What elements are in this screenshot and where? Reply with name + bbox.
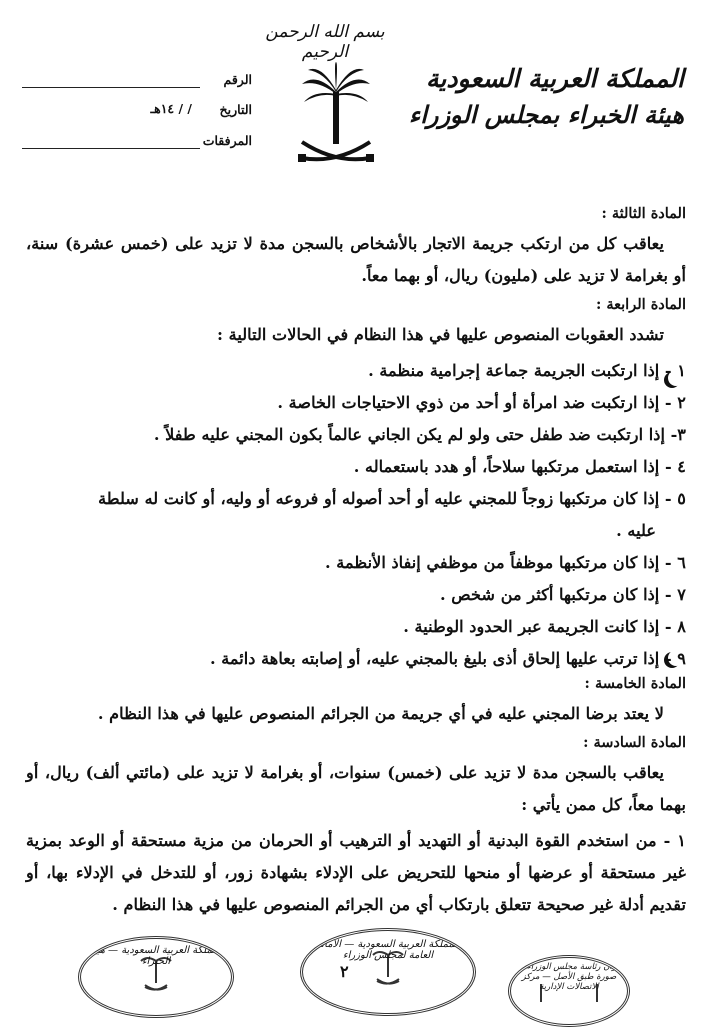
official-seal-right xyxy=(508,955,630,1027)
article-4-item-3: ٣- إذا ارتكبت ضد طفل حتى ولو لم يكن الجاني عالماً بكون المجني عليه طفلاً . xyxy=(153,425,686,444)
margin-mark-icon xyxy=(668,370,684,386)
article-4-item-4: ٤ - إذا استعمل مرتكبها سلاحاً، أو هدد باستعماله . xyxy=(353,457,686,476)
date-field xyxy=(22,102,252,118)
document-body xyxy=(26,205,686,925)
reference-line xyxy=(22,86,200,88)
article-5-title: المادة الخامسة : xyxy=(584,675,686,692)
article-4-item-8: ٨ - إذا كانت الجريمة عبر الحدود الوطنية . xyxy=(403,617,686,636)
article-3-text: يعاقب كل من ارتكب جريمة الاتجار بالأشخاص بالسجن مدة لا تزيد على (خمس عشرة) سنة، أو بغرامة لا تزيد على (مليون) ريال، أو بهما معاً. xyxy=(26,234,686,285)
attachments-label: المرفقات xyxy=(202,133,252,148)
organization-name: المملكة العربية السعودية xyxy=(425,64,684,93)
article-4-item-1: ١ - إذا ارتكبت الجريمة جماعة إجرامية منظمة . xyxy=(368,361,686,380)
article-4-item-2: ٢ - إذا ارتكبت ضد امرأة أو أحد من ذوي الاحتياجات الخاصة . xyxy=(277,393,686,412)
article-4-intro: تشدد العقوبات المنصوص عليها في هذا النظام في الحالات التالية : xyxy=(217,325,664,344)
article-3-title: المادة الثالثة : xyxy=(601,205,686,222)
attachments-line xyxy=(22,147,200,149)
seal-left-text: المملكة العربية السعودية — هيئة الخبراء xyxy=(88,945,224,967)
page-number: ٢ xyxy=(340,962,349,981)
article-6-text: يعاقب بالسجن مدة لا تزيد على (خمس) سنوات، أو بغرامة لا تزيد على (مائتي ألف) ريال، أو بهما معاً، كل ممن يأتي : xyxy=(26,763,686,814)
article-6-item-1: ١ - من استخدم القوة البدنية أو التهديد أو الترهيب أو الحرمان من مزية مستحقة أو الوعد بمزية غير مستحقة أو عرضها أو منحها للتحريض على الإدلاء بشهادة زور، أو للتدخل في الإدلاء بها، أو تقديم أدلة غير صحيحة تتعلق بارتكاب أي من الجرائم المنصوص عليها في هذا النظام . xyxy=(26,831,686,914)
article-6-title: المادة السادسة : xyxy=(583,734,686,751)
reference-number-field xyxy=(22,72,252,88)
bismillah-header: بسم الله الرحمن الرحيم xyxy=(265,22,385,62)
article-4-item-7: ٧ - إذا كان مرتكبها أكثر من شخص . xyxy=(439,585,686,604)
date-pattern: / / ١٤هـ xyxy=(150,101,192,116)
attachments-field xyxy=(22,133,252,149)
article-4-title: المادة الرابعة : xyxy=(595,296,686,313)
article-4-item-6: ٦ - إذا كان مرتكبها موظفاً من موظفي إنفاذ الأنظمة . xyxy=(325,553,686,572)
date-label: التاريخ xyxy=(219,102,252,117)
organization-subname: هيئة الخبراء بمجلس الوزراء xyxy=(408,100,684,129)
seal-middle-text: المملكة العربية السعودية — الأمانة العامة لمجلس الوزراء xyxy=(316,939,460,961)
margin-mark-icon xyxy=(668,650,684,666)
article-4-item-9: ٩ - إذا ترتب عليها إلحاق أذى بليغ بالمجني عليه، أو إصابته بعاهة دائمة . xyxy=(209,649,686,668)
reference-label: الرقم xyxy=(223,72,252,87)
official-seal-left xyxy=(78,936,234,1018)
article-5-text: لا يعتد برضا المجني عليه في أي جريمة من الجرائم المنصوص عليها في هذا النظام . xyxy=(97,704,664,723)
seal-right-text: ديوان رئاسة مجلس الوزراء — صورة طبق الأصل — مركز الاتصالات الإدارية xyxy=(515,962,623,992)
article-4-item-5: ٥ - إذا كان مرتكبها زوجاً للمجني عليه أو أحد أصوله أو فروعه أو وليه، أو كانت له سلطة xyxy=(98,489,686,508)
official-seal-middle xyxy=(300,928,476,1016)
article-4-item-5-continuation: عليه . xyxy=(616,521,656,540)
saudi-emblem-icon xyxy=(296,62,376,172)
